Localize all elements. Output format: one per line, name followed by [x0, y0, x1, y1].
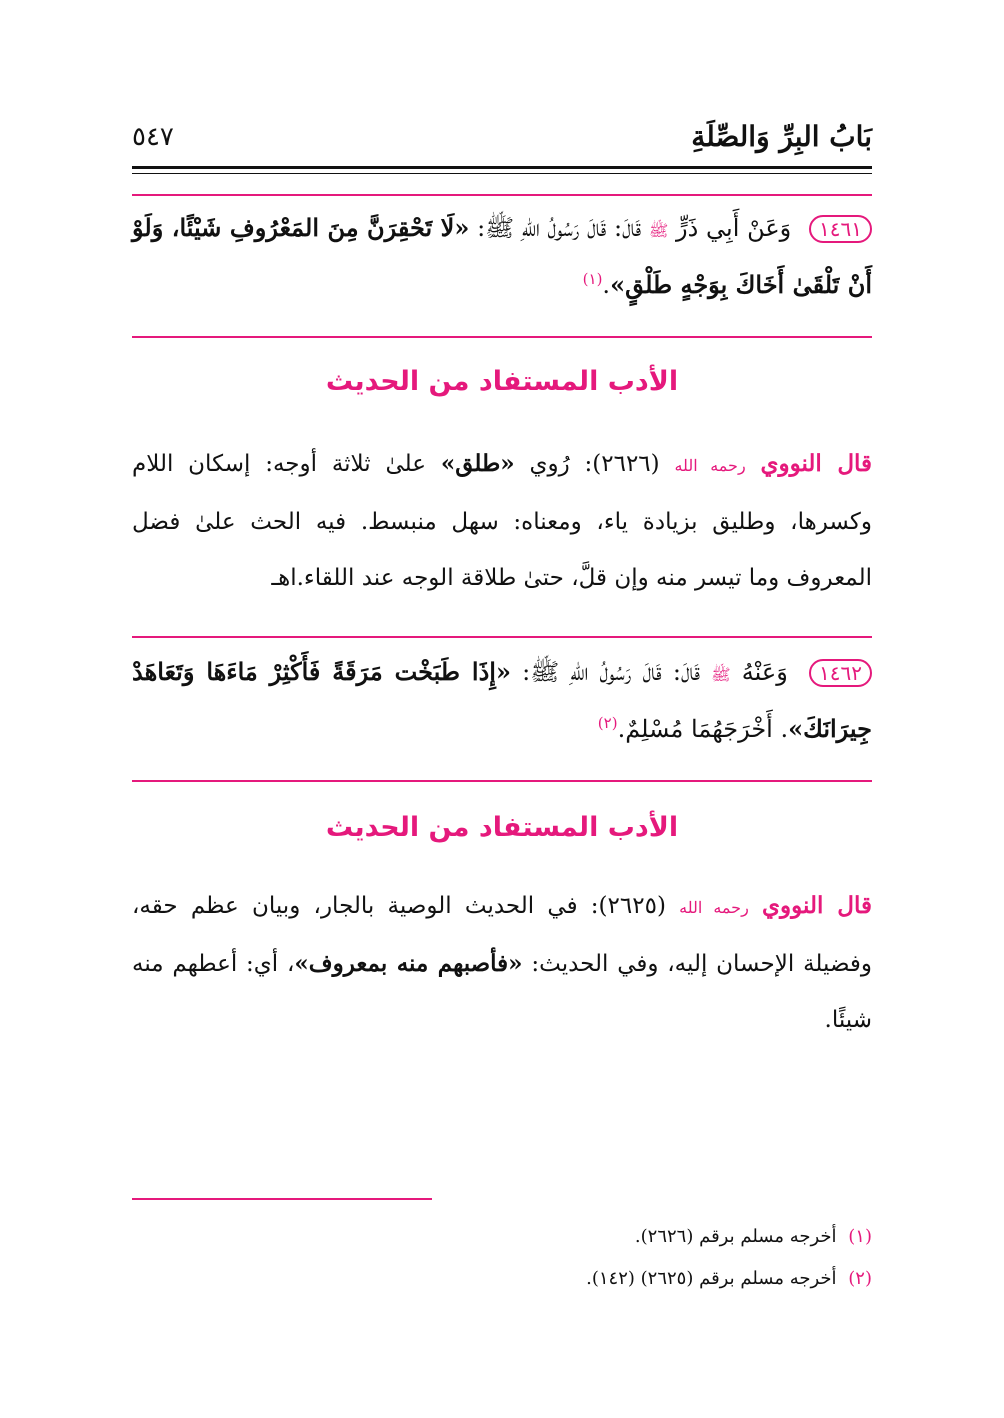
key-term: «طلق» — [440, 450, 515, 477]
honorific-mark: رحمه الله — [679, 898, 749, 917]
honorific-mark: رحمه الله — [674, 456, 746, 475]
commentator-name: قال النووي — [762, 892, 873, 919]
hadith-1461 — [132, 204, 872, 309]
book-page — [132, 0, 872, 1418]
hadith-number-badge: ١٤٦٢ — [809, 659, 872, 687]
hadith-quote: «إِذَا طَبَخْت مَرَقَةً فَأَكْثِرْ مَاءَهَا وَتَعَاهَدْ جِيرَانَكَ» — [132, 657, 872, 743]
footnote-text: أخرجه مسلم برقم (٢٦٢٥) (١٤٢). — [586, 1268, 837, 1289]
commentator-name: قال النووي — [760, 450, 873, 477]
hadith-intro: قَالَ: قَالَ رَسُولُ اللهِ ﷺ: — [522, 658, 701, 686]
footnote-mark: (٢) — [848, 1268, 872, 1289]
footnote — [586, 1268, 872, 1289]
commentary-paragraph — [132, 878, 872, 1048]
hadith-ending: . أَخْرَجَهُمَا مُسْلِمٌ. — [617, 715, 789, 743]
running-header — [132, 120, 872, 164]
hadith-narrator: وَعَنْ أَبِي ذَرٍّ — [676, 214, 792, 242]
hadith-bottom-divider — [132, 780, 872, 782]
hadith-top-divider — [132, 194, 872, 196]
section-title: الأدب المستفاد من الحديث — [325, 812, 679, 843]
footnote — [635, 1226, 872, 1247]
hadith-1462 — [132, 648, 872, 753]
header-rule-thin — [132, 173, 872, 174]
footnote-mark: (١) — [848, 1226, 872, 1247]
honorific-mark: ﷺ — [711, 665, 731, 684]
hadith-number-badge: ١٤٦١ — [809, 215, 872, 243]
commentary-paragraph — [132, 436, 872, 606]
commentary-text: (٢٦٢٥): في الحديث الوصية بالجار، وبيان عظم حقه، وفضيلة الإحسان إليه، وفي الحديث: — [132, 893, 873, 977]
hadith-quote: «لَا تَحْقِرَنَّ مِنَ المَعْرُوفِ شَيْئًا، وَلَوْ أَنْ تَلْقَىٰ أَخَاكَ بِوَجْهٍ طَلْقٍ» — [132, 213, 872, 299]
hadith-top-divider — [132, 636, 872, 638]
commentary-text: (٢٦٢٦): رُوي — [529, 451, 660, 477]
footnote-ref: (٢) — [597, 714, 618, 732]
hadith-ending: . — [602, 271, 611, 299]
section-title: الأدب المستفاد من الحديث — [325, 366, 679, 397]
hadith-intro: قَالَ: قَالَ رَسُولُ اللهِ ﷺ: — [477, 214, 642, 242]
chapter-title: بَابُ البِرِّ وَالصِّلَةِ — [691, 120, 872, 153]
hadith-bottom-divider — [132, 336, 872, 338]
footnote-text: أخرجه مسلم برقم (٢٦٢٦). — [634, 1226, 837, 1247]
hadith-narrator: وَعَنْهُ — [741, 658, 788, 686]
key-term: «فأصبهم منه بمعروف» — [294, 950, 523, 977]
commentary-text: ، أي: أعطهم منه شيئًا. — [132, 951, 872, 1033]
page-number: ٥٤٧ — [132, 122, 174, 152]
honorific-mark: ﷺ — [648, 221, 669, 240]
header-rule-thick — [132, 166, 872, 169]
commentary-text: علىٰ ثلاثة أوجه: إسكان اللام وكسرها، وطليق بزيادة ياء، ومعناه: سهل منبسط. فيه الحث علىٰ فضل المعروف وما تيسر منه وإن قلَّ، حتىٰ طلاقة الوجه عند اللقاء.اهـ — [132, 451, 872, 591]
footnote-ref: (١) — [582, 270, 603, 288]
footnote-divider — [132, 1198, 432, 1200]
